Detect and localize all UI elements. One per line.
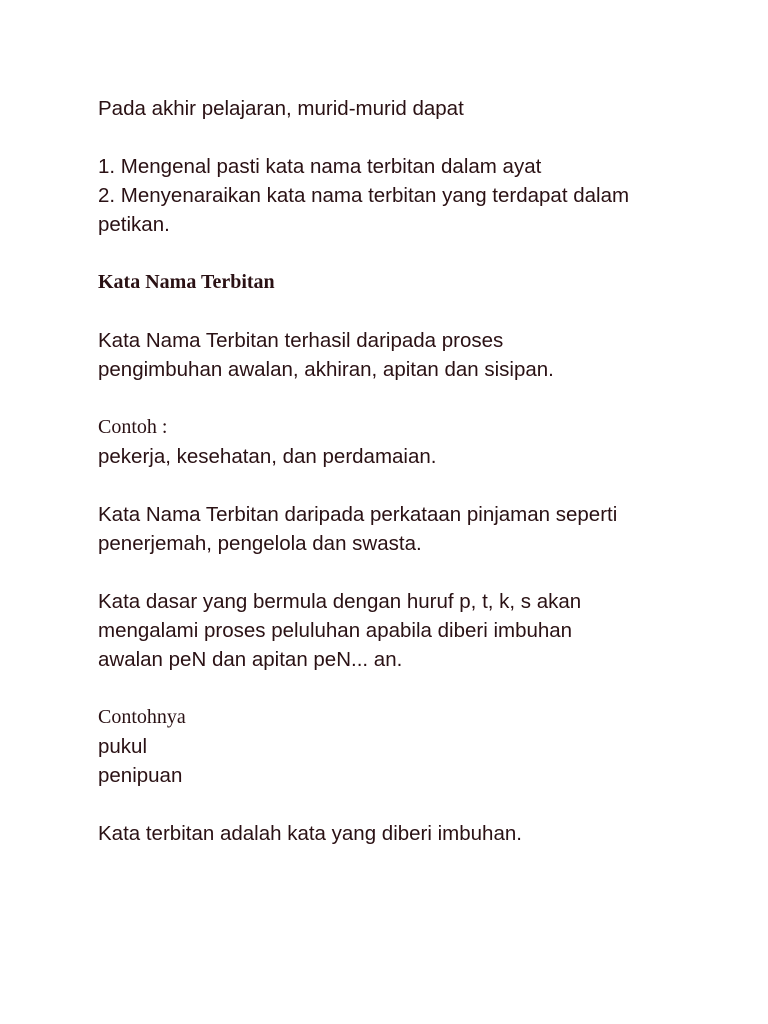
example-label: Contoh : [98, 416, 168, 438]
objective-item-2-continued: petikan. [98, 213, 170, 236]
objective-item-1: 1. Mengenal pasti kata nama terbitan dalam ayat [98, 155, 542, 178]
loanword-line-1: Kata Nama Terbitan daripada perkataan pinjaman seperti [98, 503, 618, 526]
objective-item-2: 2. Menyenaraikan kata nama terbitan yang terdapat dalam [98, 184, 630, 207]
rule-line-3: awalan peN dan apitan peN... an. [98, 648, 403, 671]
rule-line-2: mengalami proses peluluhan apabila diberi imbuhan [98, 619, 573, 642]
example2-word-1: pukul [98, 735, 148, 758]
definition-line-1: Kata Nama Terbitan terhasil daripada proses [98, 329, 504, 352]
rule-line-1: Kata dasar yang bermula dengan huruf p, t, k, s akan [98, 590, 582, 613]
example-words: pekerja, kesehatan, dan perdamaian. [98, 445, 437, 468]
example2-word-2: penipuan [98, 764, 183, 787]
example2-label: Contohnya [98, 706, 186, 728]
definition-line-2: pengimbuhan awalan, akhiran, apitan dan sisipan. [98, 358, 554, 381]
conclusion: Kata terbitan adalah kata yang diberi imbuhan. [98, 822, 522, 845]
loanword-line-2: penerjemah, pengelola dan swasta. [98, 532, 422, 555]
objectives-intro: Pada akhir pelajaran, murid-murid dapat [98, 97, 464, 120]
section-heading: Kata Nama Terbitan [98, 271, 275, 293]
